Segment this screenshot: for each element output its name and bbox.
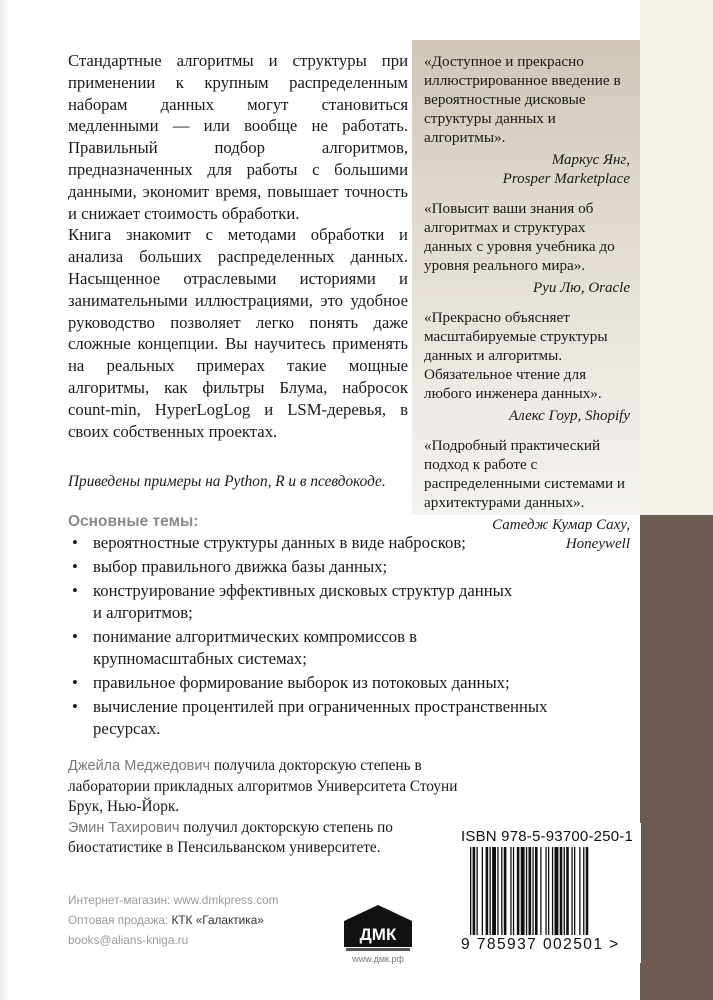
shop-email: books@alians-kniga.ru (68, 933, 189, 947)
barcode-bar (473, 847, 476, 935)
quote-author: Алекс Гоур, Shopify (509, 408, 630, 424)
wholesale-label: Оптовая продажа: (68, 913, 172, 927)
bullet-icon: • (72, 627, 78, 646)
topic-text: правильное формирование выборок из потоковых данных; (93, 673, 510, 692)
quote-org: Prosper Marketplace (502, 171, 630, 187)
topic-text: вероятностные структуры данных в виде набросков; (93, 533, 466, 552)
list-item (68, 626, 588, 670)
bullet-icon: • (72, 581, 78, 600)
author-text: получила докторскую степень в лаборатории прикладных алгоритмов Университета Стоуни Брук, Нью-Йорк. (68, 757, 458, 815)
right-band-upper (640, 0, 713, 515)
barcode-bar (526, 847, 527, 935)
barcode-bar (517, 847, 520, 935)
author-text: получил докторскую степень по биостатистике в Пенсильванском университете. (68, 818, 393, 856)
bullet-icon: • (72, 673, 78, 692)
list-item (68, 532, 588, 554)
barcode-bar (583, 847, 584, 935)
barcode-bar (552, 847, 553, 935)
barcode-digits: 9 785937 002501 > (461, 936, 620, 953)
topic-text: выбор правильного движка базы данных; (93, 557, 388, 576)
barcode-bar (486, 847, 489, 935)
quote-text: «Прекрасно объясняет масштабируемые структуры данных и алгоритмы. Обязательное чтение для любого инженера данных». (424, 309, 608, 402)
topics-list (68, 532, 588, 742)
barcode-bar (548, 847, 549, 935)
barcode-bar (532, 847, 533, 935)
quote-attribution (424, 279, 630, 298)
author-name: Эмин Тахирович (68, 819, 180, 836)
quote-text: «Подробный практический подход к работе с распределенными системами и архитектурами данных». (424, 437, 626, 511)
author-bio (68, 756, 488, 818)
bullet-icon: • (72, 697, 78, 716)
topic-text: понимание алгоритмических компромиссов в крупномасштабных системах; (93, 627, 418, 668)
quotes-panel (412, 40, 640, 552)
author-bio (68, 818, 488, 859)
right-color-band (640, 515, 713, 1000)
topic-text: конструирование эффективных дисковых структур данных и алгоритмов; (93, 581, 513, 622)
intro-paragraph-2: Книга знакомит с методами обработки и анализа больших распределенных данных. Насыщенное отраслевыми историями и занимательными иллюстрациями, это удобное руководство позволяет легко понять даже сложные концепции. Вы научитесь применять на реальных примерах такие мощные алгоритмы, как фильтры Блума, набросок count-min, HyperLogLog и LSM-деревья, в своих собственных проектах. (68, 225, 408, 441)
barcode-bar (535, 847, 538, 935)
barcode-bar (521, 847, 525, 935)
quote-block (424, 199, 630, 298)
online-shop-label: Интернет-магазин: (68, 893, 174, 907)
topics-heading: Основные темы: (68, 513, 199, 530)
quote-block (424, 52, 630, 189)
barcode-image (470, 847, 635, 935)
barcode-bar (555, 847, 559, 935)
barcode-bar (574, 847, 575, 935)
quote-author: Руи Лю, Oracle (533, 280, 630, 296)
quote-attribution (424, 407, 630, 426)
topic-text: вычисление процентилей при ограниченных пространственных ресурсах. (93, 697, 548, 738)
wholesale-line (68, 910, 279, 930)
examples-note: Приведены примеры на Python, R и в псевдокоде. (68, 473, 386, 490)
bullet-icon: • (72, 557, 78, 576)
barcode-bar (482, 847, 483, 935)
list-item (68, 580, 588, 624)
list-item (68, 556, 588, 578)
barcode-bar (490, 847, 491, 935)
barcode-bar (504, 847, 507, 935)
barcode-bar (571, 847, 572, 935)
quote-org: Honeywell (565, 536, 630, 552)
barcode-bar (492, 847, 496, 935)
barcode-bar (566, 847, 569, 935)
barcode-bar (497, 847, 498, 935)
logo-url: www.дмк.рф (352, 954, 404, 964)
barcode-bar (579, 847, 580, 935)
authors-info (68, 756, 488, 859)
quote-text: «Доступное и прекрасно иллюстрированное введение в вероятностные дисковые структуры данных и алгоритмы». (424, 53, 621, 146)
intro-paragraph-1: Стандартные алгоритмы и структуры при применении к крупным распределенным наборам данных могут становиться медленными — или вообще не работать. Правильный подбор алгоритмов, предназначенных для работы с большими данными, экономит время, повышает точность и снижает стоимость обработки. (68, 51, 408, 223)
barcode-bar (501, 847, 502, 935)
author-name: Джейла Меджедович (68, 758, 211, 774)
barcode-bar (586, 847, 589, 935)
barcode-bar (477, 847, 478, 935)
online-shop-line (68, 890, 279, 910)
dmk-logo (340, 893, 416, 963)
shop-info (68, 890, 279, 950)
quote-block (424, 308, 630, 426)
barcode-bar (540, 847, 541, 935)
online-shop-url: www.dmkpress.com (173, 893, 279, 907)
barcode-bar (510, 847, 511, 935)
barcode-bar (560, 847, 563, 935)
list-item (68, 696, 588, 740)
barcode-bar (564, 847, 565, 935)
barcode-bar (545, 847, 546, 935)
quote-attribution (424, 151, 630, 189)
quote-author: Сатедж Кумар Саху, (492, 517, 630, 533)
bullet-icon: • (72, 533, 78, 552)
spine-shadow (0, 0, 10, 1000)
wholesale-name: КТК «Галактика» (171, 913, 264, 927)
quote-author: Маркус Янг, (551, 152, 630, 168)
logo-text: ДМК (359, 925, 397, 944)
barcode-bar (513, 847, 514, 935)
barcode-bar (470, 847, 471, 935)
quote-text: «Повысит ваши знания об алгоритмах и структурах данных с уровня учебника до уровня реального мира». (424, 200, 615, 274)
barcode-bar (529, 847, 532, 935)
isbn-number: ISBN 978-5-93700-250-1 (461, 828, 634, 845)
list-item (68, 672, 588, 694)
intro-text (68, 50, 408, 442)
